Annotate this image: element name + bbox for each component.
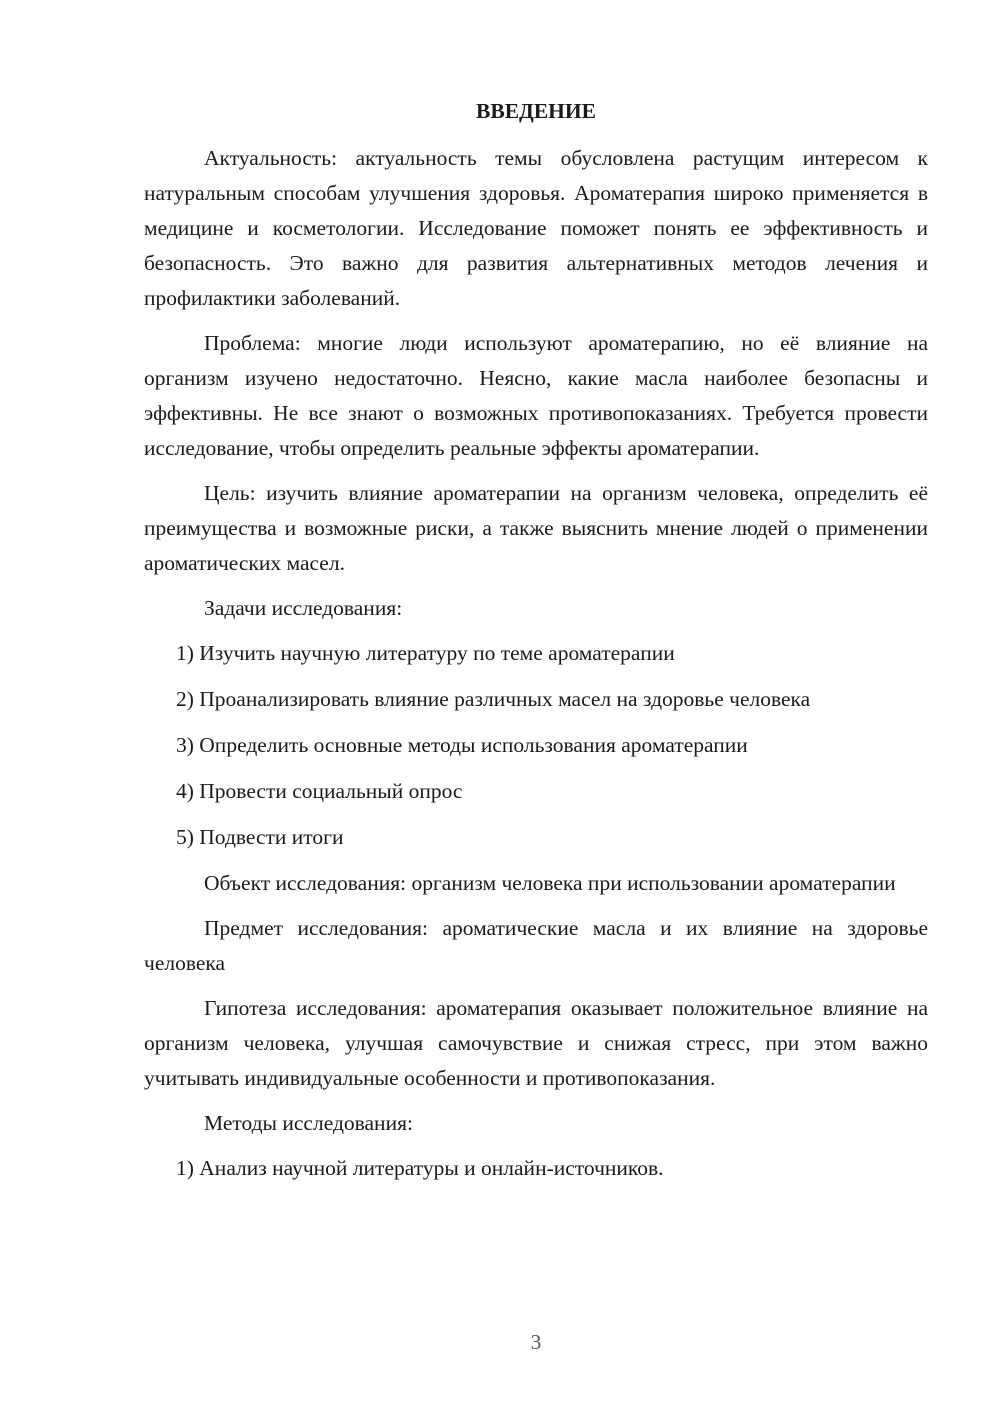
hypothesis-paragraph: Гипотеза исследования: ароматерапия оказывает положительное влияние на организм человека, улучшая самочувствие и снижая стресс, при этом важно учитывать индивидуальные особенности и противопоказания. [144,996,928,1090]
tasks-label: Задачи исследования: [204,596,403,620]
methods-list [144,1151,928,1186]
tasks-list [144,636,928,855]
subject-paragraph: Предмет исследования: ароматические масла и их влияние на здоровье человека [144,916,928,975]
task-item: 5) Подвести итоги [176,825,344,849]
task-item: 1) Изучить научную литературу по теме ароматерапии [176,641,675,665]
section-heading: ВВЕДЕНИЕ [476,99,596,123]
task-item: 4) Провести социальный опрос [176,779,463,803]
task-item: 3) Определить основные методы использования ароматерапии [176,733,748,757]
page-number: 3 [530,1330,542,1354]
problem-paragraph: Проблема: многие люди используют ароматерапию, но её влияние на организм изучено недостаточно. Неясно, какие масла наиболее безопасны и эффективны. Не все знают о возможных противопоказаниях. Требуется провести исследование, чтобы определить реальные эффекты ароматерапии. [144,331,928,460]
relevance-paragraph: Актуальность: актуальность темы обусловлена растущим интересом к натуральным способам улучшения здоровья. Ароматерапия широко применяется в медицине и косметологии. Исследование поможет понять ее эффективность и безопасность. Это важно для развития альтернативных методов лечения и профилактики заболеваний. [144,146,928,310]
method-item: 1) Анализ научной литературы и онлайн-источников. [176,1156,664,1180]
goal-paragraph: Цель: изучить влияние ароматерапии на организм человека, определить её преимущества и возможные риски, а также выяснить мнение людей о применении ароматических масел. [144,481,928,575]
object-paragraph: Объект исследования: организм человека при использовании ароматерапии [204,871,896,895]
document-page [144,94,928,1197]
methods-label: Методы исследования: [204,1111,413,1135]
task-item: 2) Проанализировать влияние различных масел на здоровье человека [176,687,811,711]
